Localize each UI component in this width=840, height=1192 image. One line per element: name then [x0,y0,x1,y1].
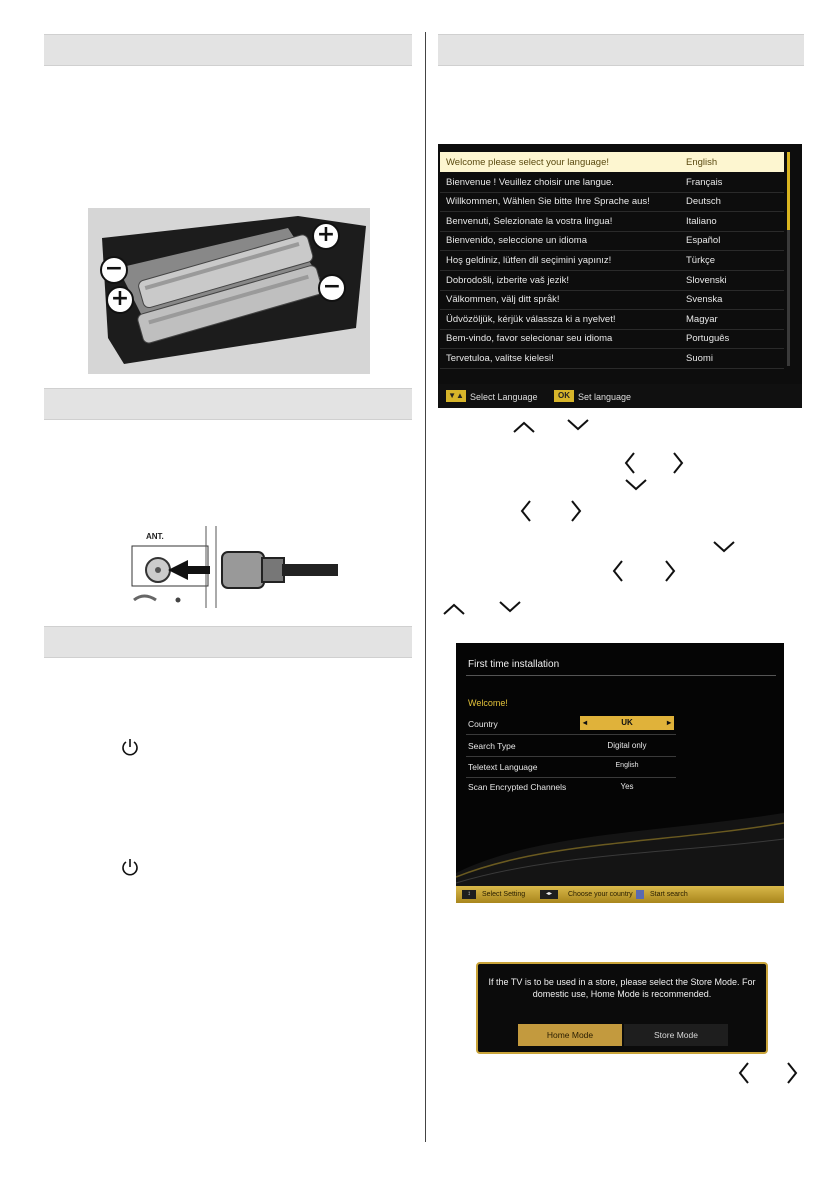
language-prompt: Welcome please select your language! [446,157,610,168]
plus-sign-icon: + [106,286,134,314]
chevron-left-icon [624,452,636,474]
first-time-installation-screen [456,643,784,903]
section-header-power [44,626,412,658]
language-prompt: Bem-vindo, favor selecionar seu idioma [446,333,613,345]
language-option[interactable] [440,172,784,193]
chevron-left-icon [612,560,624,582]
up-down-key-icon: ▼▲ [446,390,466,402]
row-divider [466,777,676,778]
setting-label-scan-encrypted: Scan Encrypted Channels [468,782,567,792]
left-right-key-icon: ◂▸ [540,890,558,899]
home-mode-button[interactable]: Home Mode [518,1024,622,1046]
footer-select-language: Select Language [470,392,538,402]
language-prompt: Hoş geldiniz, lütfen dil seçimini yapınız! [446,255,612,266]
arrow-left-icon[interactable]: ◂ [583,718,588,727]
chevron-right-icon [664,560,676,582]
store-mode-button[interactable]: Store Mode [624,1024,728,1046]
language-name: Svenska [686,294,723,306]
language-selection-menu [438,144,802,408]
country-selector[interactable] [580,716,674,730]
arrow-right-icon[interactable]: ▸ [666,718,671,727]
language-name: Türkçe [686,255,716,266]
setting-label-teletext-language: Teletext Language [468,762,538,772]
language-option[interactable] [440,152,784,172]
row-divider [466,734,676,735]
power-icon [120,738,140,758]
power-icon [120,858,140,878]
chevron-right-icon [786,1062,798,1084]
ok-key-icon [636,890,644,899]
section-header-antenna [44,388,412,420]
chevron-up-icon [512,420,536,434]
language-menu-footer [438,384,802,408]
up-down-key-icon: ↕ [462,890,476,899]
language-name: Français [686,176,723,188]
language-prompt: Välkommen, välj ditt språk! [446,294,560,306]
language-prompt: Benvenuti, Selezionate la vostra lingua! [446,215,613,227]
column-divider [425,32,426,1142]
language-option[interactable] [440,211,784,232]
fti-welcome: Welcome! [468,698,508,708]
language-name: Magyar [686,313,718,325]
section-header-language [438,34,804,66]
footer-select-setting: Select Setting [482,891,526,898]
chevron-left-icon [520,500,532,522]
teletext-language-value[interactable]: English [615,762,639,769]
wave-decoration [456,793,784,886]
scrollbar-thumb[interactable] [787,152,790,230]
language-name: Italiano [686,215,717,227]
chevron-down-icon [498,600,522,614]
footer-choose-country: Choose your country [568,891,633,898]
chevron-down-icon [712,540,736,554]
language-option[interactable] [440,309,784,330]
scan-encrypted-value[interactable]: Yes [620,782,634,791]
chevron-up-icon [442,602,466,616]
language-prompt: Dobrodošli, izberite vaš jezik! [446,274,570,286]
language-name: English [686,157,718,168]
language-name: Suomi [686,353,713,364]
language-option[interactable] [440,289,784,310]
row-divider [466,756,676,757]
language-option[interactable] [440,191,784,212]
plus-sign-icon: + [312,222,340,250]
language-prompt: Bienvenue ! Veuillez choisir une langue. [446,176,614,188]
footer-set-language: Set language [578,392,632,402]
language-option[interactable] [440,270,784,291]
chevron-right-icon [570,500,582,522]
language-name: Português [686,333,730,345]
language-option[interactable] [440,230,784,251]
chevron-right-icon [672,452,684,474]
scrollbar[interactable] [787,152,790,366]
language-name: Español [686,235,721,247]
language-option[interactable] [440,250,784,271]
chevron-down-icon [566,418,590,432]
setting-label-country: Country [468,719,498,729]
section-header-batteries [44,34,412,66]
language-prompt: Willkommen, Wählen Sie bitte Ihre Sprache aus! [446,196,650,208]
antenna-connection-image [130,524,340,610]
title-divider [466,675,776,676]
fti-title: First time installation [468,659,560,670]
store-mode-dialog [476,962,768,1054]
chevron-down-icon [624,478,648,492]
language-prompt: Bienvenido, seleccione un idioma [446,235,588,247]
minus-sign-icon: − [318,274,346,302]
language-prompt: Üdvözöljük, kérjük válassza ki a nyelvet! [446,313,616,325]
setting-label-search-type: Search Type [468,741,516,751]
ok-key: OK [554,390,574,402]
search-type-value[interactable]: Digital only [607,741,647,750]
language-name: Deutsch [686,196,721,208]
chevron-left-icon [738,1062,750,1084]
fti-footer [456,886,784,903]
language-option[interactable] [440,348,784,369]
country-value: UK [621,718,633,727]
antenna-label: ANT. [146,532,164,541]
language-prompt: Tervetuloa, valitse kielesi! [446,353,554,364]
battery-compartment-image [88,208,370,374]
language-name: Slovenski [686,274,727,286]
minus-sign-icon: − [100,256,128,284]
language-option[interactable] [440,328,784,349]
footer-start-search: Start search [650,891,688,898]
store-mode-message: If the TV is to be used in a store, please select the Store Mode. For domestic use, Home Mode is recommended. [488,977,756,999]
